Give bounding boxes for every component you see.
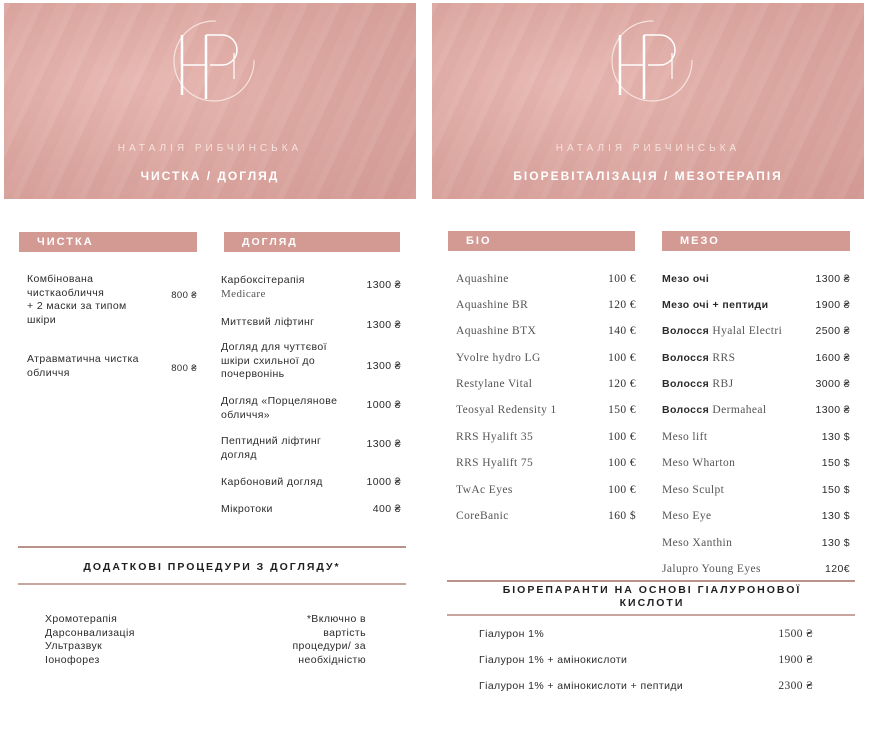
item-price: 1300 ₴	[366, 319, 401, 331]
list-item	[479, 680, 813, 695]
procedure-note: *Включно в вартість процедури/ за необхідністю	[292, 613, 366, 666]
item-price: 160 $	[608, 510, 636, 522]
item-name: Dermaheal	[709, 404, 767, 416]
item-subname: Medicare	[221, 287, 266, 300]
hero-subtitle: БІОРЕВІТАЛІЗАЦІЯ / МЕЗОТЕРАПІЯ	[513, 169, 783, 183]
item-price: 150 $	[821, 457, 850, 469]
item-price: 400 ₴	[372, 503, 401, 515]
list-item	[221, 341, 401, 383]
item-name: RRS	[709, 352, 736, 364]
item-name: Карбоксітерапія	[221, 274, 305, 286]
procedure-item: Іонофорез	[45, 653, 100, 666]
list-item	[456, 325, 636, 340]
list-item	[662, 378, 850, 393]
section-header-meso: МЕЗО	[662, 231, 850, 251]
list-item	[456, 431, 636, 446]
hero-header	[432, 3, 864, 199]
list-item	[662, 273, 850, 288]
brand-name: НАТАЛІЯ РИБЧИНСЬКА	[117, 143, 303, 154]
item-name-line: обличчя	[27, 366, 70, 379]
item-price: 1300 ₴	[366, 438, 401, 450]
list-item	[221, 274, 401, 304]
item-name: Aquashine BTX	[456, 325, 537, 337]
item-price: 100 €	[608, 352, 636, 364]
item-name: Пептидний ліфтинг догляд	[221, 435, 322, 461]
item-name: RRS Hyalift 75	[456, 457, 534, 469]
item-name-bold: Волосся	[662, 325, 710, 337]
item-name: Мікротоки	[221, 503, 273, 515]
procedure-item: Хромотерапія	[45, 613, 118, 625]
hero-header	[4, 3, 416, 199]
list-item	[662, 510, 850, 525]
list-item	[456, 352, 636, 367]
item-price: 1300 ₴	[366, 360, 401, 372]
item-name: Aquashine BR	[456, 299, 529, 311]
list-item	[221, 395, 401, 423]
item-price: 2300 ₴	[778, 680, 813, 692]
list-item	[456, 299, 636, 314]
item-name-bold: Мезо очі + пептиди	[662, 299, 769, 311]
list-item	[662, 404, 850, 419]
item-name: Jalupro Young Eyes	[662, 563, 761, 575]
item-price: 140 €	[608, 325, 636, 337]
item-price: 100 €	[608, 484, 636, 496]
item-name: Догляд для чуттєвої шкіри схильної до почервонінь	[221, 341, 327, 380]
item-name: Догляд «Порцелянове обличчя»	[221, 395, 338, 421]
list-item	[662, 484, 850, 499]
item-name: Yvolre hydro LG	[456, 352, 541, 364]
item-price: 130 $	[821, 537, 850, 549]
brand-name: НАТАЛІЯ РИБЧИНСЬКА	[555, 143, 741, 154]
logo-monogram	[600, 17, 696, 107]
item-name-line: Комбінована	[27, 273, 94, 285]
item-name: Restylane Vital	[456, 378, 533, 390]
item-price: 120€	[825, 563, 850, 575]
list-item	[662, 537, 850, 552]
procedure-list	[45, 613, 195, 667]
procedure-item: Ультразвук	[45, 640, 103, 652]
list-item	[456, 484, 636, 499]
item-name: Meso Xanthin	[662, 537, 733, 549]
item-name-bold: Волосся	[662, 404, 710, 416]
item-price: 1000 ₴	[366, 399, 401, 411]
item-price: 130 $	[821, 510, 850, 522]
list-item	[662, 352, 850, 367]
list-item	[479, 628, 813, 643]
item-price: 1900 ₴	[815, 299, 850, 311]
item-price: 120 €	[608, 299, 636, 311]
item-price: 1500 ₴	[778, 628, 813, 640]
list-item	[662, 325, 850, 340]
list-item	[456, 273, 636, 288]
list-item	[27, 353, 197, 383]
item-price: 1900 ₴	[778, 654, 813, 666]
item-name: TwAc Eyes	[456, 484, 513, 496]
item-name: Hyalal Electri	[709, 325, 783, 337]
item-name: Meso Wharton	[662, 457, 736, 469]
item-name: Teosyal Redensity 1	[456, 404, 557, 416]
item-price: 2500 ₴	[815, 325, 850, 337]
item-name: Миттєвий ліфтинг	[221, 316, 315, 328]
list-item	[221, 503, 401, 519]
list-item	[479, 654, 813, 669]
list-item	[662, 431, 850, 446]
item-name-bold: Волосся	[662, 378, 710, 390]
item-name: Гіалурон 1% + амінокислоти + пептиди	[479, 680, 684, 692]
logo-monogram	[162, 17, 258, 107]
item-name: Meso Eye	[662, 510, 712, 522]
list-item	[221, 316, 401, 332]
item-price: 100 €	[608, 431, 636, 443]
item-price: 800 ₴	[171, 363, 197, 374]
list-item	[456, 378, 636, 393]
section-header-care: ДОГЛЯД	[224, 232, 400, 252]
divider	[447, 614, 855, 616]
item-name: CoreBanic	[456, 510, 509, 522]
item-price: 3000 ₴	[815, 378, 850, 390]
list-item	[662, 457, 850, 472]
item-name-bold: Волосся	[662, 352, 710, 364]
item-name-line: + 2 маски за типом	[27, 300, 127, 312]
item-price: 100 €	[608, 457, 636, 469]
item-price: 150 $	[821, 484, 850, 496]
list-item	[662, 299, 850, 314]
item-price: 800 ₴	[171, 290, 197, 301]
divider	[18, 546, 406, 548]
list-item	[456, 510, 636, 525]
item-price: 1300 ₴	[815, 273, 850, 285]
item-name: Aquashine	[456, 273, 509, 285]
item-name: Meso Sculpt	[662, 484, 725, 496]
section-header-bio: БІО	[448, 231, 635, 251]
item-name-line: шкіри	[27, 313, 57, 326]
item-name: RRS Hyalift 35	[456, 431, 534, 443]
item-name: Гіалурон 1%	[479, 628, 545, 640]
additional-procedures-title: ДОДАТКОВІ ПРОЦЕДУРИ З ДОГЛЯДУ*	[83, 561, 341, 573]
item-name: Карбоновий догляд	[221, 476, 323, 488]
item-price: 120 €	[608, 378, 636, 390]
list-item	[27, 273, 197, 329]
divider	[18, 583, 406, 585]
right-price-list-page	[432, 3, 864, 731]
list-item	[221, 435, 401, 463]
list-item	[456, 457, 636, 472]
hyaluronic-section-title: БІОРЕПАРАНТИ НА ОСНОВІ ГІАЛУРОНОВОЇ КИСЛОТИ	[502, 584, 802, 609]
item-name-line: Атравматична чистка	[27, 353, 139, 365]
left-price-list-page	[4, 3, 416, 731]
item-price: 1300 ₴	[366, 279, 401, 291]
procedure-item: Дарсонвализація	[45, 626, 135, 639]
item-name-bold: Мезо очі	[662, 273, 710, 285]
item-price: 100 €	[608, 273, 636, 285]
item-price: 1600 ₴	[815, 352, 850, 364]
list-item	[221, 476, 401, 492]
item-price: 130 $	[821, 431, 850, 443]
item-name: Meso lift	[662, 431, 708, 443]
list-item	[456, 404, 636, 419]
item-price: 150 €	[608, 404, 636, 416]
list-item	[662, 563, 850, 578]
item-price: 1000 ₴	[366, 476, 401, 488]
hero-subtitle: ЧИСТКА / ДОГЛЯД	[140, 169, 280, 183]
section-header-cleaning: ЧИСТКА	[19, 232, 197, 252]
item-name-line: чисткаобличчя	[27, 286, 105, 299]
item-price: 1300 ₴	[815, 404, 850, 416]
divider	[447, 580, 855, 582]
item-name: Гіалурон 1% + амінокислоти	[479, 654, 628, 666]
item-name: RBJ	[709, 378, 734, 390]
